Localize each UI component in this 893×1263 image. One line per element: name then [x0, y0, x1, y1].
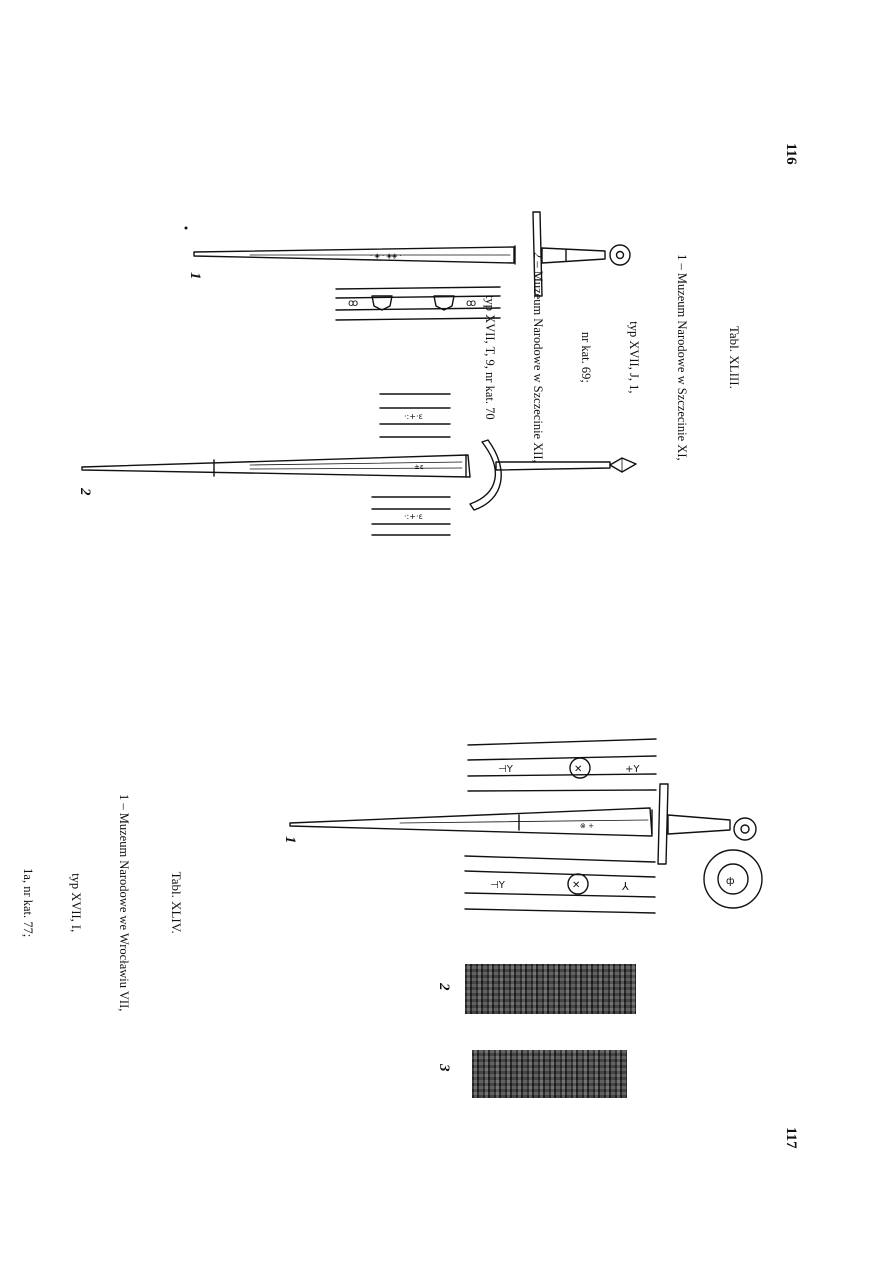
- caption-line: typ XVII, I,: [69, 873, 83, 933]
- svg-text:ꝏ: ꝏ: [466, 298, 477, 309]
- caption-line: typ XVII, T, 9, nr kat. 70: [483, 295, 497, 420]
- svg-text:⅄: ⅄: [622, 880, 629, 893]
- svg-text:ꝏ: ꝏ: [348, 298, 359, 309]
- caption-title: Tabl. XLIII.: [727, 325, 742, 389]
- sword-1-bottom-drawing: [290, 784, 756, 864]
- svg-text:+Y: +Y: [625, 764, 640, 775]
- caption-line: nr kat. 69;: [579, 331, 593, 383]
- svg-text:⊣Y: ⊣Y: [490, 880, 505, 891]
- figure-label-top-1: 1: [187, 272, 203, 280]
- svg-text:·:+·ε: ·:+·ε: [404, 512, 423, 521]
- figure-label-bottom-1: 1: [282, 836, 298, 844]
- caption-line: 1 – Muzeum Narodowe w Szczecinie XI,: [675, 254, 689, 461]
- figure-label-bottom-3: 3: [436, 1064, 452, 1072]
- sword-2-inscription-detail-upper: [380, 394, 450, 437]
- figure-label-bottom-2: 2: [436, 983, 452, 991]
- svg-text:·:+·ε: ·:+·ε: [404, 412, 423, 421]
- caption-tabl-xliv: [0, 794, 216, 1011]
- page-number-bottom: 117: [783, 1127, 799, 1149]
- svg-text:✕: ✕: [572, 880, 581, 891]
- svg-text:⊣Y: ⊣Y: [498, 764, 513, 775]
- figure-label-top-2: 2: [77, 488, 93, 496]
- caption-line: 2 – Muzeum Narodowe w Szczecinie XII,: [531, 252, 545, 463]
- pommel-detail: [704, 850, 762, 908]
- caption-title: Tabl. XLIV.: [169, 871, 184, 934]
- caption-line: 1a, nr kat. 77;: [21, 868, 35, 938]
- photo-plate-3: [472, 1050, 627, 1098]
- page-number-top: 116: [783, 143, 799, 165]
- sword-1-bottom-inscription-upper: [468, 739, 656, 791]
- sword-1-bottom-inscription-lower: [465, 856, 655, 913]
- svg-text:±ε: ±ε: [414, 463, 424, 471]
- svg-text:ф: ф: [726, 876, 735, 887]
- caption-tabl-xliii: [450, 252, 774, 463]
- caption-line: typ XVII, J, 1,: [627, 321, 641, 394]
- caption-line: 1 – Muzeum Narodowe we Wrocławiu VII,: [117, 794, 131, 1012]
- photo-plate-2: [465, 964, 636, 1014]
- svg-text:✕: ✕: [574, 764, 583, 775]
- sword-2-inscription-detail-lower: [372, 497, 450, 535]
- svg-text:⊗ +: ⊗ +: [580, 822, 594, 830]
- svg-text:· ◈ · ◈◈ ·: · ◈ · ◈◈ ·: [370, 252, 402, 260]
